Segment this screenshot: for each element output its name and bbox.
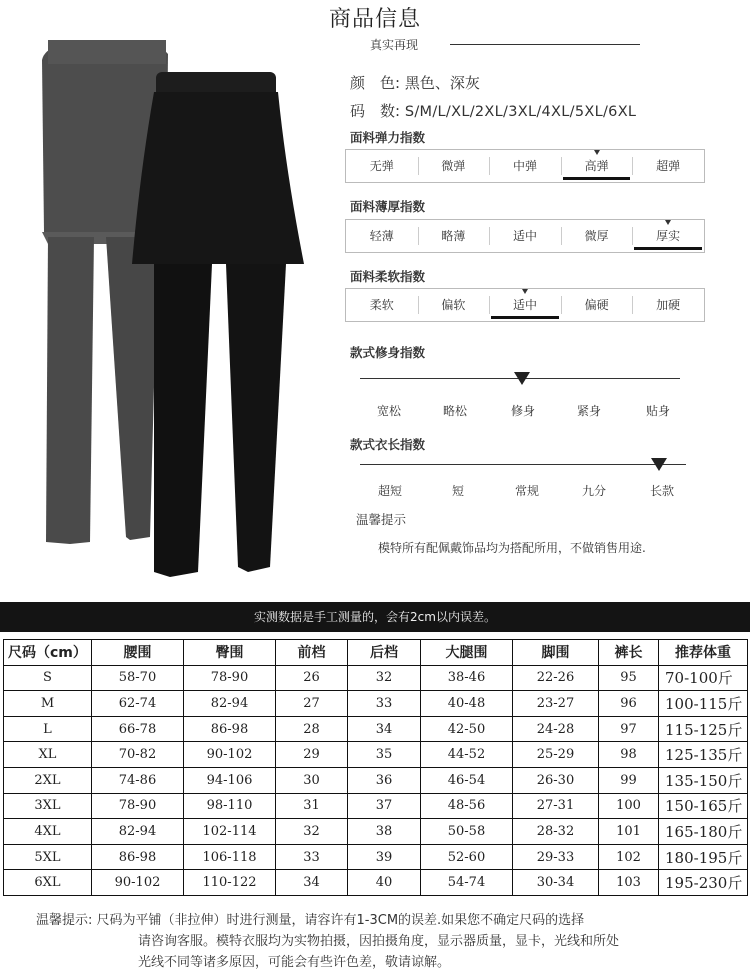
- table-cell: 32: [276, 819, 348, 845]
- softness-selected-label: 适中: [512, 298, 537, 312]
- table-cell: 28: [276, 716, 348, 742]
- table-cell: 90-102: [92, 870, 184, 896]
- table-cell: 78-90: [184, 665, 276, 691]
- table-cell: 38: [348, 819, 421, 845]
- footer-line: 温馨提示: 尺码为平铺（非拉伸）时进行测量，请容许有1-3CM的误差.如果您不确定尺码的选择: [36, 913, 585, 928]
- column-header: 裤长: [599, 640, 659, 666]
- table-cell: 101: [599, 819, 659, 845]
- table-cell: 86-98: [184, 716, 276, 742]
- softness-option: 加硬: [632, 289, 704, 321]
- size-table: [3, 639, 748, 896]
- table-cell: 106-118: [184, 844, 276, 870]
- softness-option: 偏硬: [561, 289, 633, 321]
- selected-marker-icon: [522, 289, 528, 294]
- table-cell: 33: [276, 844, 348, 870]
- table-row: [4, 844, 748, 870]
- table-cell: 30: [276, 767, 348, 793]
- footer-line: 光线不同等诸多原因，可能会有些许色差，敬请谅解。: [138, 955, 451, 970]
- page-subtitle: 真实再现: [370, 38, 419, 52]
- table-cell: 50-58: [421, 819, 513, 845]
- table-cell: 125-135斤: [659, 742, 748, 768]
- thickness-selected-label: 厚实: [656, 229, 681, 243]
- table-cell: 90-102: [184, 742, 276, 768]
- table-row: [4, 793, 748, 819]
- table-row: [4, 665, 748, 691]
- table-cell: 23-27: [513, 691, 599, 717]
- softness-option: 柔软: [369, 298, 394, 312]
- column-header: 臀围: [184, 640, 276, 666]
- thickness-title: 面料薄厚指数: [350, 199, 426, 214]
- footer-line: 请咨询客服。模特衣服均为实物拍摄，因拍摄角度，显示器质量，显卡，光线和所处: [138, 934, 620, 949]
- color-label: 颜 色:: [350, 74, 401, 92]
- thickness-option: 适中: [489, 220, 561, 252]
- length-slider-track: [360, 464, 686, 465]
- table-cell: 97: [599, 716, 659, 742]
- fit-label: 修身: [510, 404, 535, 418]
- selected-marker-icon: [594, 150, 600, 155]
- table-row: [4, 819, 748, 845]
- color-value: 黑色、深灰: [404, 74, 480, 92]
- fit-label: 贴身: [645, 404, 670, 418]
- page-title: 商品信息: [328, 7, 421, 32]
- table-cell: 40: [348, 870, 421, 896]
- table-cell: 6XL: [4, 870, 92, 896]
- table-cell: 102-114: [184, 819, 276, 845]
- elasticity-scale: [345, 149, 705, 183]
- length-label: 长款: [649, 484, 674, 498]
- thickness-option: 轻薄: [369, 229, 394, 243]
- column-header: 大腿围: [421, 640, 513, 666]
- table-cell: XL: [4, 742, 92, 768]
- size-row: [350, 100, 636, 121]
- fit-label: 略松: [442, 404, 467, 418]
- size-value: S/M/L/XL/2XL/3XL/4XL/5XL/6XL: [404, 104, 637, 120]
- softness-title: 面料柔软指数: [350, 269, 426, 284]
- table-cell: 99: [599, 767, 659, 793]
- table-cell: 103: [599, 870, 659, 896]
- elasticity-option: 中弹: [489, 150, 561, 182]
- table-cell: 82-94: [184, 691, 276, 717]
- table-cell: 135-150斤: [659, 767, 748, 793]
- elasticity-option: 微弹: [418, 150, 490, 182]
- table-cell: 25-29: [513, 742, 599, 768]
- length-label: 短: [451, 484, 464, 498]
- length-title: 款式衣长指数: [350, 437, 426, 452]
- table-cell: 66-78: [92, 716, 184, 742]
- table-cell: 24-28: [513, 716, 599, 742]
- table-cell: 29-33: [513, 844, 599, 870]
- selected-marker-icon: [665, 220, 671, 225]
- color-row: [350, 72, 480, 93]
- thickness-option: 微厚: [561, 220, 633, 252]
- thickness-scale: [345, 219, 705, 253]
- table-cell: 39: [348, 844, 421, 870]
- table-cell: 22-26: [513, 665, 599, 691]
- table-cell: 195-230斤: [659, 870, 748, 896]
- table-cell: 98-110: [184, 793, 276, 819]
- size-label: 码 数:: [350, 102, 401, 120]
- table-cell: 34: [348, 716, 421, 742]
- black-leggings-skirt: [132, 72, 304, 577]
- fit-label: 宽松: [376, 404, 401, 418]
- table-cell: 27-31: [513, 793, 599, 819]
- table-cell: L: [4, 716, 92, 742]
- table-row: [4, 870, 748, 896]
- table-cell: 70-82: [92, 742, 184, 768]
- softness-option-selected: [489, 289, 561, 321]
- measurement-note-band: 实测数据是手工测量的，会有2cm以内误差。: [0, 602, 750, 632]
- length-label: 常规: [514, 484, 539, 498]
- table-cell: 37: [348, 793, 421, 819]
- thickness-option-selected: [632, 220, 704, 252]
- table-cell: 32: [348, 665, 421, 691]
- table-cell: 180-195斤: [659, 844, 748, 870]
- column-header: 腰围: [92, 640, 184, 666]
- length-label: 超短: [377, 484, 402, 498]
- tip-text: 模特所有配佩戴饰品均为搭配所用，不做销售用途.: [378, 541, 646, 555]
- table-cell: M: [4, 691, 92, 717]
- elasticity-option: 无弹: [369, 159, 394, 173]
- table-cell: 82-94: [92, 819, 184, 845]
- table-cell: 115-125斤: [659, 716, 748, 742]
- table-cell: 26-30: [513, 767, 599, 793]
- table-cell: 44-52: [421, 742, 513, 768]
- table-cell: 150-165斤: [659, 793, 748, 819]
- tip-title: 温馨提示: [356, 512, 407, 527]
- column-header: 脚围: [513, 640, 599, 666]
- table-cell: 100: [599, 793, 659, 819]
- footer-note: [36, 910, 716, 973]
- table-cell: 26: [276, 665, 348, 691]
- table-cell: 5XL: [4, 844, 92, 870]
- table-cell: 48-56: [421, 793, 513, 819]
- elasticity-option-selected: [561, 150, 633, 182]
- fit-label: 紧身: [576, 404, 601, 418]
- table-cell: 29: [276, 742, 348, 768]
- table-cell: 52-60: [421, 844, 513, 870]
- dark-gray-leggings-skirt: [42, 40, 168, 544]
- table-cell: 30-34: [513, 870, 599, 896]
- table-cell: 27: [276, 691, 348, 717]
- table-cell: 102: [599, 844, 659, 870]
- table-cell: 70-100斤: [659, 665, 748, 691]
- table-cell: S: [4, 665, 92, 691]
- table-cell: 96: [599, 691, 659, 717]
- table-cell: 54-74: [421, 870, 513, 896]
- table-cell: 46-54: [421, 767, 513, 793]
- fit-title: 款式修身指数: [350, 345, 426, 360]
- table-cell: 33: [348, 691, 421, 717]
- column-header: 推荐体重: [659, 640, 748, 666]
- length-label: 九分: [581, 484, 606, 498]
- column-header: 尺码（cm）: [4, 640, 92, 666]
- header-divider: [450, 44, 640, 45]
- table-cell: 31: [276, 793, 348, 819]
- table-cell: 34: [276, 870, 348, 896]
- column-header: 前档: [276, 640, 348, 666]
- table-row: [4, 742, 748, 768]
- softness-option: 偏软: [418, 289, 490, 321]
- table-cell: 38-46: [421, 665, 513, 691]
- table-cell: 42-50: [421, 716, 513, 742]
- elasticity-selected-label: 高弹: [584, 159, 609, 173]
- table-cell: 95: [599, 665, 659, 691]
- table-cell: 74-86: [92, 767, 184, 793]
- table-row: [4, 716, 748, 742]
- column-header: 后档: [348, 640, 421, 666]
- table-cell: 94-106: [184, 767, 276, 793]
- table-cell: 2XL: [4, 767, 92, 793]
- product-photo: [8, 32, 330, 590]
- table-row: [4, 691, 748, 717]
- table-cell: 165-180斤: [659, 819, 748, 845]
- table-cell: 86-98: [92, 844, 184, 870]
- length-slider-marker-icon: [651, 458, 667, 471]
- table-cell: 62-74: [92, 691, 184, 717]
- table-cell: 58-70: [92, 665, 184, 691]
- table-cell: 4XL: [4, 819, 92, 845]
- softness-scale: [345, 288, 705, 322]
- table-row: [4, 767, 748, 793]
- table-cell: 28-32: [513, 819, 599, 845]
- table-cell: 98: [599, 742, 659, 768]
- table-cell: 100-115斤: [659, 691, 748, 717]
- table-cell: 36: [348, 767, 421, 793]
- table-cell: 78-90: [92, 793, 184, 819]
- table-header-row: [4, 640, 748, 666]
- thickness-option: 略薄: [418, 220, 490, 252]
- table-cell: 40-48: [421, 691, 513, 717]
- table-cell: 3XL: [4, 793, 92, 819]
- elasticity-title: 面料弹力指数: [350, 130, 426, 145]
- table-cell: 35: [348, 742, 421, 768]
- fit-slider-marker-icon: [514, 372, 530, 385]
- elasticity-option: 超弹: [632, 150, 704, 182]
- table-cell: 110-122: [184, 870, 276, 896]
